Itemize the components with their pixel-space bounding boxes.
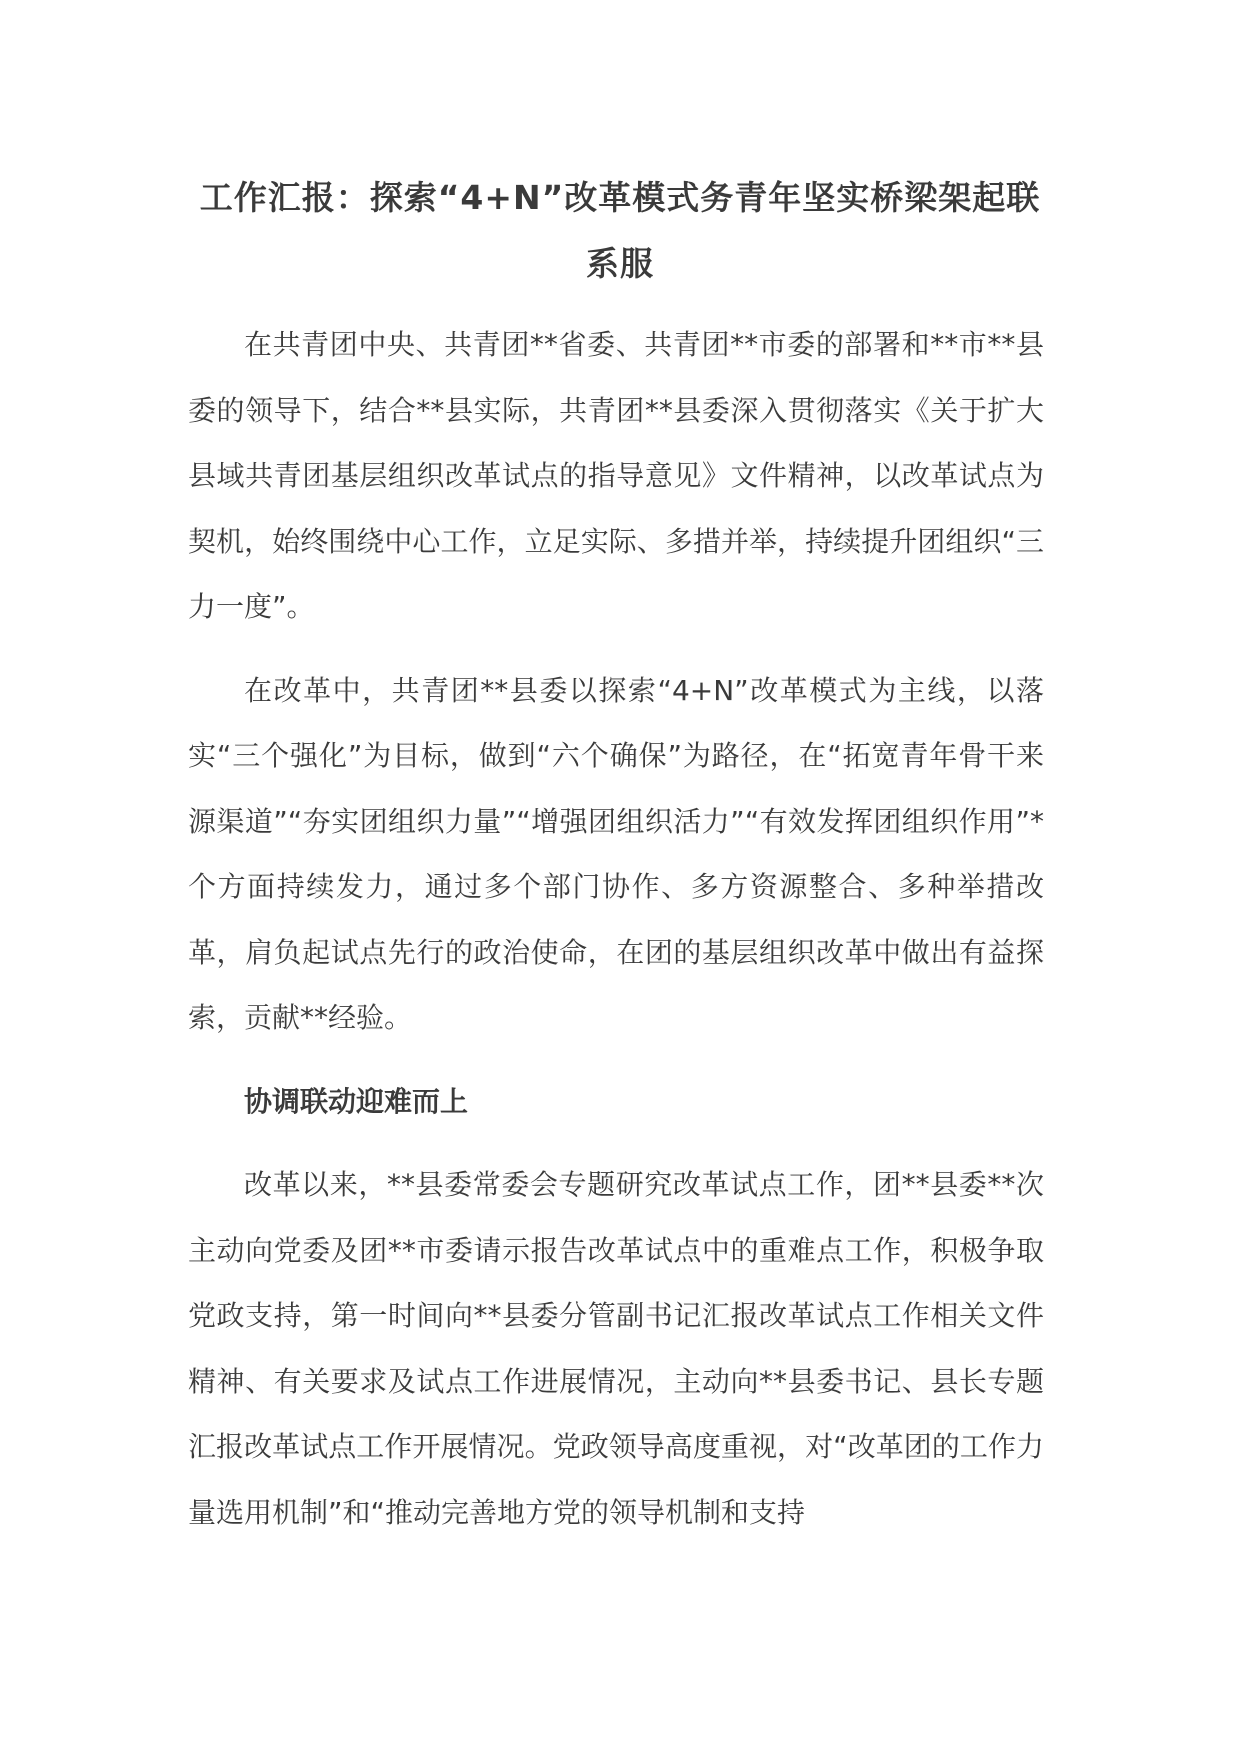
paragraph-coordination: 改革以来，**县委常委会专题研究改革试点工作，团**县委**次主动向党委及团**市委请示报告改革试点中的重难点工作，积极争取党政支持，第一时间向**县委分管副书记汇报改革试点工作相关文件精神、有关要求及试点工作进展情况，主动向**县委书记、县长专题汇报改革试点工作开展情况。党政领导高度重视，对“改革团的工作力量选用机制”和“推动完善地方党的领导机制和支持	[188, 1168, 1044, 1529]
paragraph-intro: 在共青团中央、共青团**省委、共青团**市委的部署和**市**县委的领导下，结合**县实际，共青团**县委深入贯彻落实《关于扩大县域共青团基层组织改革试点的指导意见》文件精神，以改革试点为契机，始终围绕中心工作，立足实际、多措并举，持续提升团组织“三力一度”。	[188, 328, 1044, 623]
paragraph-reform-model: 在改革中，共青团**县委以探索“4+N”改革模式为主线，以落实“三个强化”为目标，做到“六个确保”为路径，在“拓宽青年骨干来源渠道”“夯实团组织力量”“增强团组织活力”“有效发挥团组织作用”*个方面持续发力，通过多个部门协作、多方资源整合、多种举措改革，肩负起试点先行的政治使命，在团的基层组织改革中做出有益探索，贡献**经验。	[188, 673, 1044, 1034]
document-body	[188, 312, 1044, 1563]
section-heading: 协调联动迎难而上	[244, 1084, 469, 1118]
document-title: 工作汇报：探索“4+N”改革模式务青年坚实桥梁架起联系服	[199, 178, 1041, 283]
